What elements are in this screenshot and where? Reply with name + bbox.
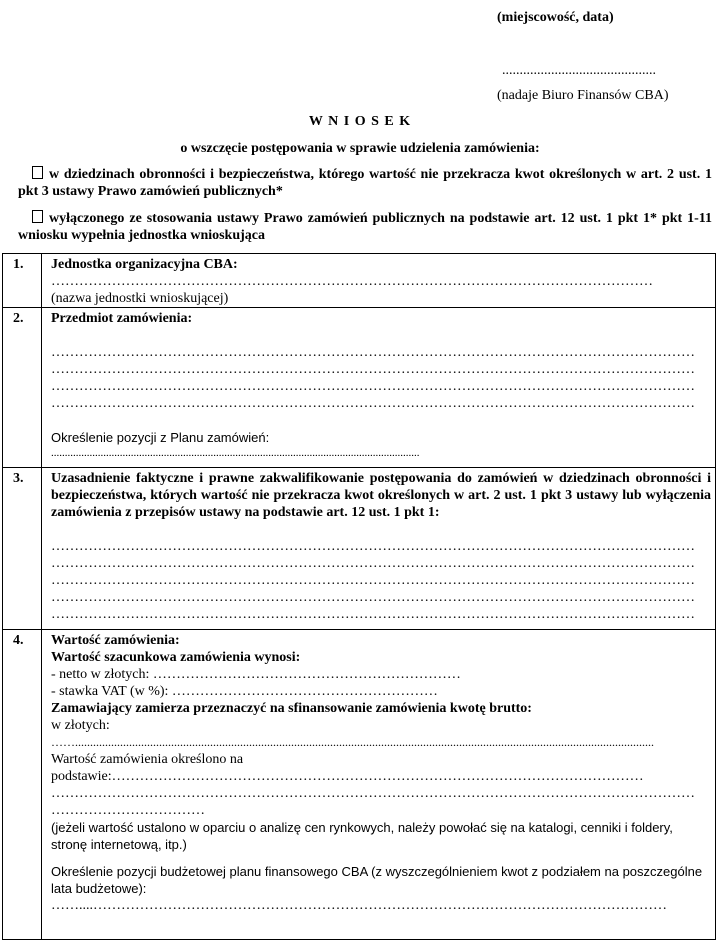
checkbox-icon[interactable]	[32, 210, 43, 223]
row-number: 1.	[3, 254, 42, 308]
option-excluded[interactable]	[18, 210, 712, 244]
fill-line[interactable]: …………………………………………………………………………………………………………………………	[51, 539, 695, 554]
basis-field[interactable]: podstawie:……………………………………………………………………………………………………	[51, 769, 644, 784]
budget-label: Określenie pozycji budżetowej planu finansowego CBA (z wyszczególnieniem kwot z podziałem na poszczególne lata budżetowe):	[51, 864, 703, 896]
table-row	[3, 308, 716, 468]
fill-line[interactable]: …………………………………………………………………………………………………………………	[51, 274, 653, 289]
row-content	[42, 630, 716, 940]
fill-line[interactable]: ……....……………………………………………………………………………………………………………	[51, 898, 667, 913]
fill-line[interactable]: …………………………………………………………………………………………………………………………	[51, 607, 695, 622]
row-content	[42, 468, 716, 630]
option-defense[interactable]	[18, 166, 712, 200]
fill-line[interactable]: …………………………………………………………………………………………………………………………	[51, 556, 695, 571]
fill-line[interactable]: …………………………………………………………………………………………………………………………	[51, 786, 695, 801]
plan-label: Określenie pozycji z Planu zamówień:	[51, 430, 270, 445]
option-defense-text: w dziedzinach obronności i bezpieczeństwa, którego wartość nie przekracza kwot określonych w art. 2 ust. 1 pkt 3 ustawy Prawo zamówień publicznych*	[18, 167, 712, 199]
fill-line[interactable]: …………………………………………………………………………………………………………………………	[51, 573, 695, 588]
fill-line[interactable]: …………………………………………………………………………………………………………………………	[51, 379, 695, 394]
fill-line[interactable]: …….................................................................................................................................................................................................	[51, 735, 654, 749]
table-row	[3, 468, 716, 630]
form-table	[2, 253, 716, 940]
basis-label: Wartość zamówienia określono na	[51, 752, 244, 767]
brutto-heading: Zamawiający zamierza przeznaczyć na sfinansowanie zamówienia kwotę brutto:	[51, 701, 532, 716]
table-row	[3, 630, 716, 940]
signature-dots: ............................................	[502, 63, 656, 78]
fill-line[interactable]: …………………………………………………………………………………………………………………………	[51, 396, 695, 411]
row-heading: Uzasadnienie faktyczne i prawne zakwalifikowanie postępowania do zamówień w dziedzinach obronności i bezpieczeństwa, których wartość nie przekracza kwot określonych w art. 2 ust. 1 pkt 3 ustawy lub wyłączenia zamówienia z przepisów ustawy na podstawie art. 12 ust. 1 pkt 1:	[51, 471, 711, 520]
row-number: 2.	[3, 308, 42, 468]
row-content	[42, 308, 716, 468]
row-heading: Przedmiot zamówienia:	[51, 311, 193, 326]
row-number: 3.	[3, 468, 42, 630]
basis-note: (jeżeli wartość ustalono w oparciu o analizę cen rynkowych, należy powołać się na katalogi, cenniki i foldery, stronę internetową, itp.)	[51, 820, 673, 852]
place-date-label: (miejscowość, data)	[497, 10, 614, 25]
fill-line[interactable]: ……………………………	[51, 803, 205, 818]
checkbox-icon[interactable]	[32, 166, 43, 179]
row-content	[42, 254, 716, 308]
row-heading: Jednostka organizacyjna CBA:	[51, 257, 238, 272]
row-subheading: Wartość szacunkowa zamówienia wynosi:	[51, 650, 301, 665]
netto-field[interactable]: - netto w złotych: …………………………………………………………	[51, 667, 461, 682]
fill-line[interactable]: ......................................................................................................................................	[51, 447, 420, 459]
document-subtitle: o wszczęcie postępowania w sprawie udzielenia zamówienia:	[180, 141, 540, 156]
signature-note: (nadaje Biuro Finansów CBA)	[497, 88, 669, 103]
vat-field[interactable]: - stawka VAT (w %): …………………………………………………	[51, 684, 438, 699]
row-number: 4.	[3, 630, 42, 940]
pln-label: w złotych:	[51, 718, 110, 733]
fill-line[interactable]: …………………………………………………………………………………………………………………………	[51, 362, 695, 377]
row-heading: Wartość zamówienia:	[51, 633, 180, 648]
fill-line[interactable]: …………………………………………………………………………………………………………………………	[51, 590, 695, 605]
option-excluded-text: wyłączonego ze stosowania ustawy Prawo zamówień publicznych na podstawie art. 12 ust. 1 pkt 1* pkt 1-11 wniosku wypełnia jednostka wnioskująca	[18, 211, 712, 243]
fill-line[interactable]: …………………………………………………………………………………………………………………………	[51, 345, 695, 360]
row-note: (nazwa jednostki wnioskującej)	[51, 291, 229, 306]
document-title: W N I O S E K	[308, 114, 412, 129]
table-row	[3, 254, 716, 308]
